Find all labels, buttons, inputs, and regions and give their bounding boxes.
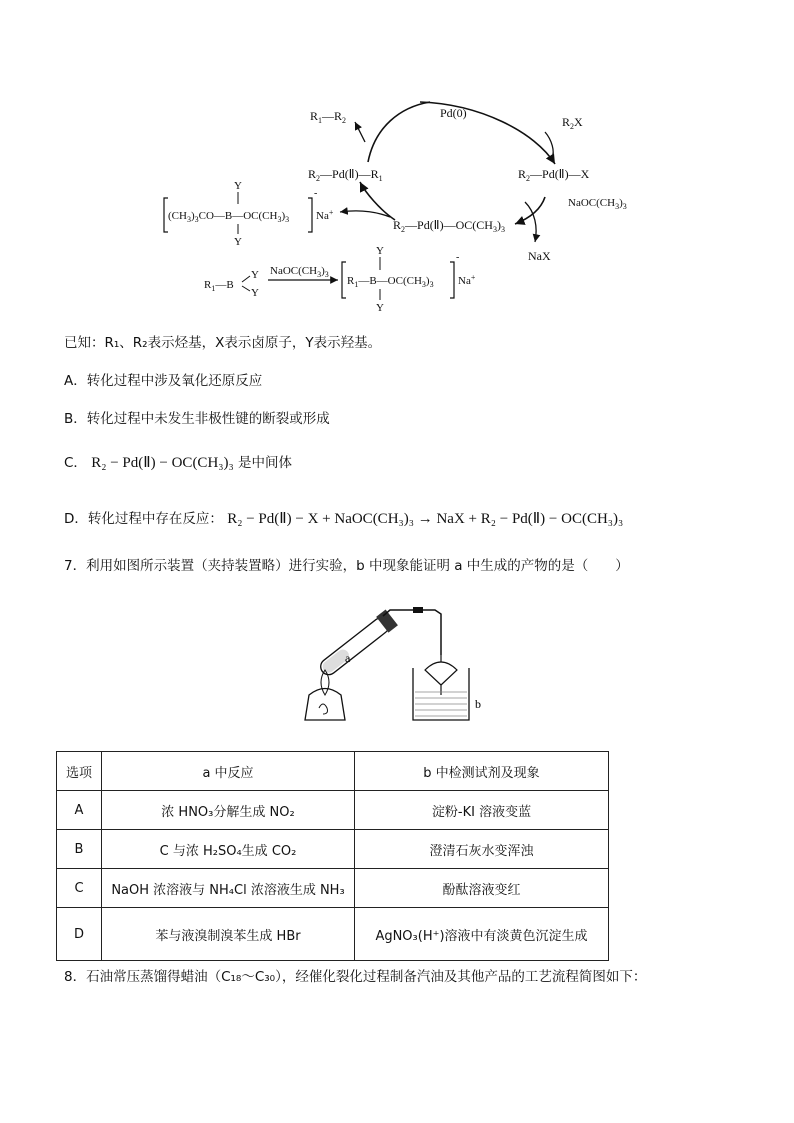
label-y1: Y bbox=[251, 269, 259, 281]
header-detect: b 中检测试剂及现象 bbox=[355, 752, 609, 791]
label-borate2-y-top: Y bbox=[376, 245, 384, 257]
rubber-joint bbox=[413, 607, 423, 613]
q6-c-suffix: 是中间体 bbox=[238, 455, 293, 471]
label-na-1: Na+ bbox=[316, 208, 334, 222]
cell-detect: 淀粉-KI 溶液变蓝 bbox=[355, 791, 609, 830]
cycle-svg bbox=[150, 92, 660, 322]
label-nax: NaX bbox=[528, 249, 551, 263]
label-minus-2: - bbox=[456, 252, 460, 263]
header-reaction: a 中反应 bbox=[102, 752, 355, 791]
q7-stem: 7．利用如图所示装置（夹持装置略）进行实验，b 中现象能证明 a 中生成的产物的是（ ） bbox=[64, 558, 629, 574]
table-row bbox=[57, 908, 609, 961]
label-minus-1: - bbox=[314, 188, 318, 199]
bracket-right-1 bbox=[308, 198, 312, 232]
cell-option: C bbox=[57, 869, 102, 908]
apparatus-svg bbox=[295, 600, 495, 730]
bond-b-y1 bbox=[242, 276, 250, 282]
arrow-to-r1r2 bbox=[355, 122, 365, 142]
alcohol-lamp bbox=[305, 689, 345, 721]
header-option: 选项 bbox=[57, 752, 102, 791]
label-y2: Y bbox=[251, 287, 259, 299]
apparatus-figure bbox=[295, 600, 495, 730]
cell-option: D bbox=[57, 908, 102, 961]
known-info: 已知：R₁、R₂表示烃基，X表示卤原子，Y表示羟基。 bbox=[64, 335, 382, 351]
label-borate-y-top: Y bbox=[234, 180, 242, 192]
beaker-liquid bbox=[415, 692, 467, 716]
arc-r2x-to-r2oc bbox=[515, 197, 545, 224]
delivery-tube bbox=[383, 610, 441, 655]
cell-option: A bbox=[57, 791, 102, 830]
arrow-nax-out bbox=[525, 202, 536, 242]
q6-option-d bbox=[64, 510, 623, 528]
label-r1b: $R_1—B$ bbox=[204, 279, 234, 293]
label-borate2-y-bottom: Y bbox=[376, 302, 384, 314]
table-header-row bbox=[57, 752, 609, 791]
table-row bbox=[57, 830, 609, 869]
label-b: b bbox=[475, 697, 481, 711]
cell-reaction: NaOH 浓溶液与 NH₄Cl 浓溶液生成 NH₃ bbox=[102, 869, 355, 908]
q6-option-c bbox=[64, 454, 292, 472]
arc-r2r1-to-pd0 bbox=[368, 102, 430, 162]
label-r2-pd-r1: $R_2—Pd(Ⅱ)—R_1$ bbox=[308, 167, 383, 183]
cell-detect: 酚酞溶液变红 bbox=[355, 869, 609, 908]
q6-d-formula: R₂ − Pd(Ⅱ) − X + NaOC(CH₃)₃ → NaX + R₂ − Pd(Ⅱ) − OC(CH₃)₃ bbox=[227, 511, 624, 527]
q8-stem: 8．石油常压蒸馏得蜡油（C₁₈～C₃₀），经催化裂化过程制备汽油及其他产品的工艺流程简图如下： bbox=[64, 969, 647, 985]
label-borate-2: $R_1—B—OC(CH_3)_3$ bbox=[347, 275, 434, 289]
q6-c-prefix: C． bbox=[64, 455, 87, 471]
label-r2-pd-oc: $R_2—Pd(Ⅱ)—OC(CH_3)_3$ bbox=[393, 218, 505, 234]
bracket-right-2 bbox=[450, 262, 454, 298]
label-pd0: Pd(0) bbox=[440, 106, 467, 120]
table-row bbox=[57, 869, 609, 908]
inverted-funnel bbox=[425, 662, 457, 685]
label-r1-r2: $R_1—R_2$ bbox=[310, 109, 347, 125]
label-naoc-1: $NaOC(CH_3)_3$ bbox=[568, 197, 627, 211]
q6-c-formula: R₂ − Pd(Ⅱ) − OC(CH₃)₃ bbox=[91, 455, 234, 471]
cell-option: B bbox=[57, 830, 102, 869]
bond-b-y2 bbox=[242, 286, 250, 291]
arc-r2oc-to-r2r1 bbox=[360, 182, 395, 220]
q6-option-b: B．转化过程中未发生非极性键的断裂或形成 bbox=[64, 411, 330, 427]
q6-d-prefix: D．转化过程中存在反应： bbox=[64, 511, 223, 527]
label-na-2: Na+ bbox=[458, 273, 476, 287]
label-borate-1: $(CH_3)_3CO—B—OC(CH_3)_3$ bbox=[168, 210, 290, 224]
cell-detect: AgNO₃(H⁺)溶液中有淡黄色沉淀生成 bbox=[355, 908, 609, 961]
test-tube bbox=[316, 609, 398, 679]
label-r2-pd-x: $R_2—Pd(Ⅱ)—X$ bbox=[518, 167, 590, 183]
label-r2x: $R_2X$ bbox=[562, 115, 583, 131]
options-table bbox=[56, 751, 609, 961]
bracket-left-2 bbox=[342, 262, 346, 298]
cell-reaction: C 与浓 H₂SO₄生成 CO₂ bbox=[102, 830, 355, 869]
label-naoc-2: $NaOC(CH_3)_3$ bbox=[270, 265, 329, 279]
arrow-to-borate bbox=[340, 211, 390, 217]
label-borate-y-bottom: Y bbox=[234, 236, 242, 248]
table-row bbox=[57, 791, 609, 830]
cell-detect: 澄清石灰水变浑浊 bbox=[355, 830, 609, 869]
catalytic-cycle-diagram bbox=[150, 92, 660, 322]
cell-reaction: 苯与液溴制溴苯生成 HBr bbox=[102, 908, 355, 961]
cell-reaction: 浓 HNO₃分解生成 NO₂ bbox=[102, 791, 355, 830]
q6-option-a: A．转化过程中涉及氧化还原反应 bbox=[64, 373, 263, 389]
label-a: a bbox=[345, 651, 351, 665]
